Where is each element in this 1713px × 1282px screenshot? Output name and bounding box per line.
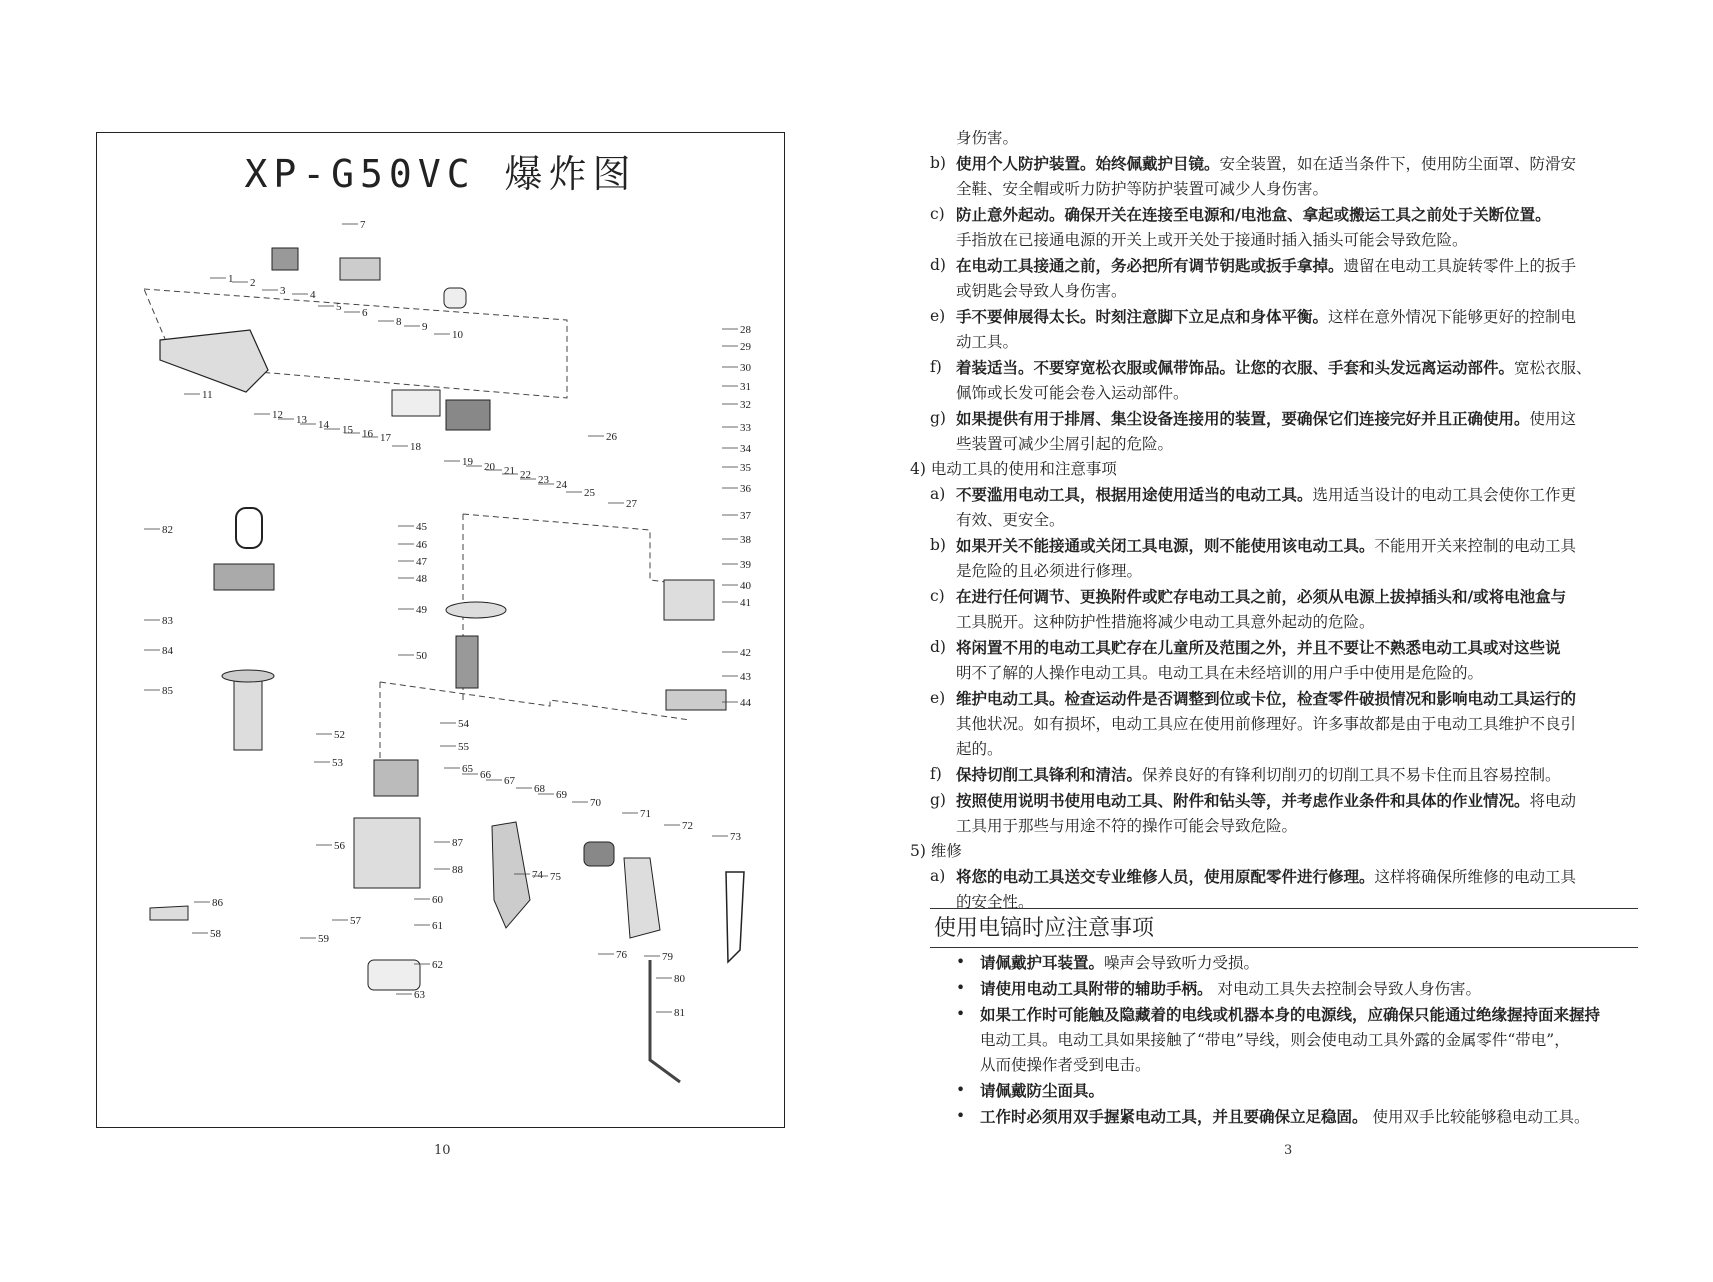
cap-part [444, 288, 466, 308]
part-number-label: 33 [740, 422, 751, 434]
item-continuation: 全鞋、安全帽或听力防护等防护装置可减少人身伤害。 [956, 180, 1329, 198]
switch-part [584, 842, 614, 866]
item-bold-text: 使用个人防护装置。始终佩戴护目镜。 [956, 154, 1220, 173]
safety-instructions [910, 126, 1646, 915]
part-number-label: 70 [590, 797, 601, 809]
part-number-label: 65 [462, 763, 473, 775]
precautions-list [952, 950, 1652, 1130]
bullet-dot-icon: • [956, 1005, 966, 1023]
list-item [930, 253, 1646, 304]
item-first-line [956, 864, 1646, 890]
exploded-view-drawing [0, 0, 856, 1282]
part-number-label: 26 [606, 431, 617, 443]
part-number-label: 9 [422, 321, 428, 333]
bullet-bold-text: 请使用电动工具附带的辅助手柄。 [980, 979, 1213, 998]
bullet-item [952, 1104, 1652, 1130]
part-number-label: 80 [674, 973, 685, 985]
section-title: 使用电镐时应注意事项 [930, 908, 1638, 948]
bullet-first-line [980, 950, 1652, 976]
part-number-label: 16 [362, 428, 373, 440]
item-bold-text: 在进行任何调节、更换附件或贮存电动工具之前，必须从电源上拔掉插头和/或将电池盒与 [956, 587, 1567, 606]
item-first-line [956, 533, 1646, 559]
diagram-title: XP-G50VC 爆炸图 [244, 152, 637, 196]
item-continuation: 是危险的且必须进行修理。 [956, 562, 1143, 580]
bullet-first-line [980, 1078, 1652, 1104]
item-continuation: 或钥匙会导致人身伤害。 [956, 282, 1127, 300]
part-number-label: 79 [662, 951, 673, 963]
part-number-label: 75 [550, 871, 561, 883]
part-number-label: 20 [484, 461, 495, 473]
list-item [930, 202, 1646, 253]
bullet-item [952, 950, 1652, 976]
part-number-label: 44 [740, 697, 751, 709]
part-number-label: 61 [432, 920, 443, 932]
part-number-label: 88 [452, 864, 463, 876]
armature-part [456, 636, 478, 688]
item-text: 这样将确保所维修的电动工具 [1374, 868, 1577, 886]
tool-holder-part [340, 258, 380, 280]
item-first-line [956, 482, 1646, 508]
item-bold-text: 保持切削工具锋利和清洁。 [956, 765, 1143, 784]
part-number-label: 58 [210, 928, 221, 940]
part-number-label: 25 [584, 487, 595, 499]
item-marker: f) [930, 765, 942, 783]
bullet-continuation: 电动工具。电动工具如果接触了“带电”导线，则会使电动工具外露的金属零件“带电”， [980, 1031, 1570, 1049]
item-marker: d) [930, 638, 946, 656]
part-number-label: 63 [414, 989, 425, 1001]
item-bold-text: 在电动工具接通之前，务必把所有调节钥匙或扳手拿掉。 [956, 256, 1344, 275]
item-first-line [956, 202, 1646, 228]
item-marker: f) [930, 358, 942, 376]
item-marker: d) [930, 256, 946, 274]
item-marker: a) [930, 485, 946, 503]
part-number-label: 3 [280, 285, 286, 297]
part-number-label: 27 [626, 498, 637, 510]
part-number-label: 24 [556, 479, 567, 491]
item-marker: e) [930, 689, 946, 707]
part-number-label: 35 [740, 462, 751, 474]
cylinder-part [392, 390, 440, 416]
part-number-label: 71 [640, 808, 651, 820]
side-handle-bolt-part [214, 564, 274, 590]
item-text: 将电动 [1529, 792, 1577, 810]
spring-part [272, 248, 298, 270]
part-number-label: 86 [212, 897, 223, 909]
grip-housing-part [624, 858, 660, 938]
item-first-line [956, 788, 1646, 814]
item-first-line [956, 686, 1646, 712]
item-bold-text: 维护电动工具。检查运动件是否调整到位或卡位，检查零件破损情况和影响电动工具运行的 [956, 689, 1577, 708]
section-5-heading: 5) 维修 [910, 842, 962, 860]
part-number-label: 31 [740, 381, 751, 393]
part-number-label: 12 [272, 409, 283, 421]
part-number-label: 49 [416, 604, 427, 616]
part-number-label: 87 [452, 837, 463, 849]
item-continuation: 明不了解的人操作电动工具。电动工具在未经培训的用户手中使用是危险的。 [956, 664, 1484, 682]
item-bold-text: 将您的电动工具送交专业维修人员，使用原配零件进行修理。 [956, 867, 1375, 886]
item-continuation: 工具脱开。这种防护性措施将减少电动工具意外起动的危险。 [956, 613, 1375, 631]
bullet-text: 对电动工具失去控制会导致人身伤害。 [1212, 980, 1481, 998]
part-number-label: 42 [740, 647, 751, 659]
list-item [930, 482, 1646, 533]
item-first-line [956, 406, 1646, 432]
stator-part [374, 760, 418, 796]
part-number-label: 43 [740, 671, 751, 683]
assembly-guide-line [380, 682, 690, 720]
part-number-label: 82 [162, 524, 173, 536]
item-text: 这样在意外情况下能够更好的控制电 [1328, 308, 1577, 326]
part-number-label: 74 [532, 869, 543, 881]
bullet-item [952, 976, 1652, 1002]
part-number-label: 28 [740, 324, 751, 336]
item-bold-text: 如果提供有用于排屑、集尘设备连接用的装置，要确保它们连接完好并且正确使用。 [956, 409, 1530, 428]
part-number-label: 39 [740, 559, 751, 571]
bullet-continuation: 从而使操作者受到电击。 [980, 1056, 1151, 1074]
bullet-bold-text: 如果工作时可能触及隐藏着的电线或机器本身的电源线，应确保只能通过绝缘握持面来握持 [980, 1005, 1601, 1024]
part-number-label: 17 [380, 432, 391, 444]
part-number-label: 85 [162, 685, 173, 697]
part-number-label: 46 [416, 539, 427, 551]
item-text: 安全装置，如在适当条件下，使用防尘面罩、防滑安 [1219, 155, 1577, 173]
continuation-line: 身伤害。 [956, 129, 1019, 147]
items-section-3 [930, 151, 1646, 457]
item-text: 选用适当设计的电动工具会使你工作更 [1312, 486, 1577, 504]
part-number-label: 5 [336, 301, 342, 313]
base-plate-part [666, 690, 726, 710]
part-number-label: 1 [228, 273, 234, 285]
assembly-guide-line [463, 514, 690, 585]
list-item [930, 304, 1646, 355]
bullet-text: 噪声会导致听力受损。 [1104, 954, 1260, 972]
part-number-label: 38 [740, 534, 751, 546]
item-first-line [956, 253, 1646, 279]
bullet-item [952, 1002, 1652, 1078]
part-number-label: 29 [740, 341, 751, 353]
item-bold-text: 不要滥用电动工具，根据用途使用适当的电动工具。 [956, 485, 1313, 504]
part-number-label: 19 [462, 456, 473, 468]
item-marker: g) [930, 409, 946, 427]
bullet-bold-text: 请佩戴防尘面具。 [980, 1081, 1105, 1100]
bullet-dot-icon: • [956, 1081, 966, 1099]
list-item [930, 533, 1646, 584]
part-number-label: 52 [334, 729, 345, 741]
item-text: 使用这 [1529, 410, 1577, 428]
list-item [930, 151, 1646, 202]
bullet-dot-icon: • [956, 953, 966, 971]
part-number-label: 40 [740, 580, 751, 592]
item-continuation: 的安全性。 [956, 893, 1034, 911]
part-number-label: 32 [740, 399, 751, 411]
part-number-label: 60 [432, 894, 443, 906]
side-handle-grip-part [234, 678, 262, 750]
part-number-label: 56 [334, 840, 345, 852]
part-number-label: 62 [432, 959, 443, 971]
list-item [930, 406, 1646, 457]
part-number-label: 15 [342, 424, 353, 436]
part-number-label: 73 [730, 831, 741, 843]
item-first-line [956, 762, 1646, 788]
bullet-dot-icon: • [956, 979, 966, 997]
item-text: 保养良好的有锋利切削刃的切削工具不易卡住而且容易控制。 [1142, 766, 1561, 784]
bullet-first-line [980, 976, 1652, 1002]
part-number-label: 50 [416, 650, 427, 662]
part-number-label: 36 [740, 483, 751, 495]
list-item [930, 686, 1646, 762]
part-number-label: 41 [740, 597, 751, 609]
bullet-first-line [980, 1104, 1652, 1130]
part-number-label: 57 [350, 915, 361, 927]
list-item [930, 635, 1646, 686]
item-text: 宽松衣服、 [1514, 359, 1592, 377]
bullet-text: 使用双手比较能够稳电动工具。 [1367, 1108, 1590, 1126]
part-number-label: 69 [556, 789, 567, 801]
part-number-label: 84 [162, 645, 173, 657]
bearing-plate-part [446, 602, 506, 618]
left-page [0, 0, 856, 1282]
section-4-heading: 4) 电动工具的使用和注意事项 [910, 460, 1117, 478]
item-continuation: 佩饰或长发可能会卷入运动部件。 [956, 384, 1189, 402]
list-item [930, 584, 1646, 635]
part-number-label: 21 [504, 465, 515, 477]
part-number-label: 6 [362, 307, 368, 319]
part-number-label: 81 [674, 1007, 685, 1019]
bullet-first-line [980, 1002, 1652, 1028]
item-text: 遗留在电动工具旋转零件上的扳手 [1343, 257, 1577, 275]
item-first-line [956, 151, 1646, 177]
part-number-label: 68 [534, 783, 545, 795]
item-bold-text: 防止意外起动。确保开关在连接至电源和/电池盒、拿起或搬运工具之前处于关断位置。 [956, 205, 1551, 224]
part-number-label: 37 [740, 510, 751, 522]
bullet-bold-text: 请佩戴护耳装置。 [980, 953, 1105, 972]
item-bold-text: 如果开关不能接通或关闭工具电源，则不能使用该电动工具。 [956, 536, 1375, 555]
part-number-label: 66 [480, 769, 491, 781]
item-marker: a) [930, 867, 946, 885]
part-number-label: 30 [740, 362, 751, 374]
part-number-label: 8 [396, 316, 402, 328]
part-number-label: 53 [332, 757, 343, 769]
part-number-label: 45 [416, 521, 427, 533]
part-number-label: 7 [360, 219, 366, 231]
part-number-label: 23 [538, 474, 549, 486]
item-continuation: 有效、更安全。 [956, 511, 1065, 529]
item-first-line [956, 635, 1646, 661]
part-number-label: 14 [318, 419, 329, 431]
list-item [930, 788, 1646, 839]
item-continuation: 起的。 [956, 740, 1003, 758]
item-continuation: 工具用于那些与用途不符的操作可能会导致危险。 [956, 817, 1298, 835]
item-continuation: 其他状况。如有损坏，电动工具应在使用前修理好。许多事故都是由于电动工具维护不良引 [956, 715, 1577, 733]
item-first-line [956, 584, 1646, 610]
rear-handle-part [726, 872, 744, 962]
item-bold-text: 按照使用说明书使用电动工具、附件和钻头等，并考虑作业条件和具体的作业情况。 [956, 791, 1530, 810]
item-continuation: 动工具。 [956, 333, 1019, 351]
gear-part [446, 400, 490, 430]
part-number-label: 54 [458, 718, 469, 730]
item-text: 不能用开关来控制的电动工具 [1374, 537, 1577, 555]
items-section-4 [930, 482, 1646, 839]
part-number-label: 67 [504, 775, 515, 787]
part-number-label: 76 [616, 949, 627, 961]
motor-housing-part [354, 818, 420, 888]
item-first-line [956, 355, 1646, 381]
item-bold-text: 将闲置不用的电动工具贮存在儿童所及范围之外，并且不要让不熟悉电动工具或对这些说 [956, 638, 1561, 657]
part-number-label: 22 [520, 469, 531, 481]
crank-housing-part [664, 580, 714, 620]
part-number-label: 83 [162, 615, 173, 627]
rear-cover-part [368, 960, 420, 990]
bullet-item [952, 1078, 1652, 1104]
page-number-left: 10 [434, 1143, 451, 1158]
item-first-line [956, 304, 1646, 330]
item-continuation: 手指放在已接通电源的开关上或开关处于接通时插入插头可能会导致危险。 [956, 231, 1468, 249]
part-number-label: 4 [310, 289, 316, 301]
item-marker: b) [930, 536, 946, 554]
handle-cover-part [160, 330, 268, 392]
side-handle-flange-part [222, 670, 274, 682]
part-number-label: 11 [202, 389, 213, 401]
item-continuation: 些装置可减少尘屑引起的危险。 [956, 435, 1174, 453]
part-number-label: 48 [416, 573, 427, 585]
bullet-dot-icon: • [956, 1107, 966, 1125]
part-number-label: 13 [296, 414, 307, 426]
item-marker: g) [930, 791, 946, 809]
list-item [930, 355, 1646, 406]
item-bold-text: 着装适当。不要穿宽松衣服或佩带饰品。让您的衣服、手套和头发远离运动部件。 [956, 358, 1515, 377]
bullet-bold-text: 工作时必须用双手握紧电动工具，并且要确保立足稳固。 [980, 1107, 1368, 1126]
part-number-label: 2 [250, 277, 256, 289]
part-number-label: 55 [458, 741, 469, 753]
main-handle-part [492, 822, 530, 928]
item-marker: e) [930, 307, 946, 325]
part-number-label: 34 [740, 443, 751, 455]
brush-part [150, 906, 188, 920]
item-marker: c) [930, 205, 945, 223]
part-number-label: 10 [452, 329, 463, 341]
part-number-label: 47 [416, 556, 427, 568]
page-number-right: 3 [1284, 1143, 1293, 1158]
part-number-label: 72 [682, 820, 693, 832]
item-marker: c) [930, 587, 945, 605]
part-number-label: 59 [318, 933, 329, 945]
item-marker: b) [930, 154, 946, 172]
part-number-label: 18 [410, 441, 421, 453]
item-bold-text: 手不要伸展得太长。时刻注意脚下立足点和身体平衡。 [956, 307, 1329, 326]
list-item [930, 762, 1646, 788]
handle-clamp-part [236, 508, 262, 548]
